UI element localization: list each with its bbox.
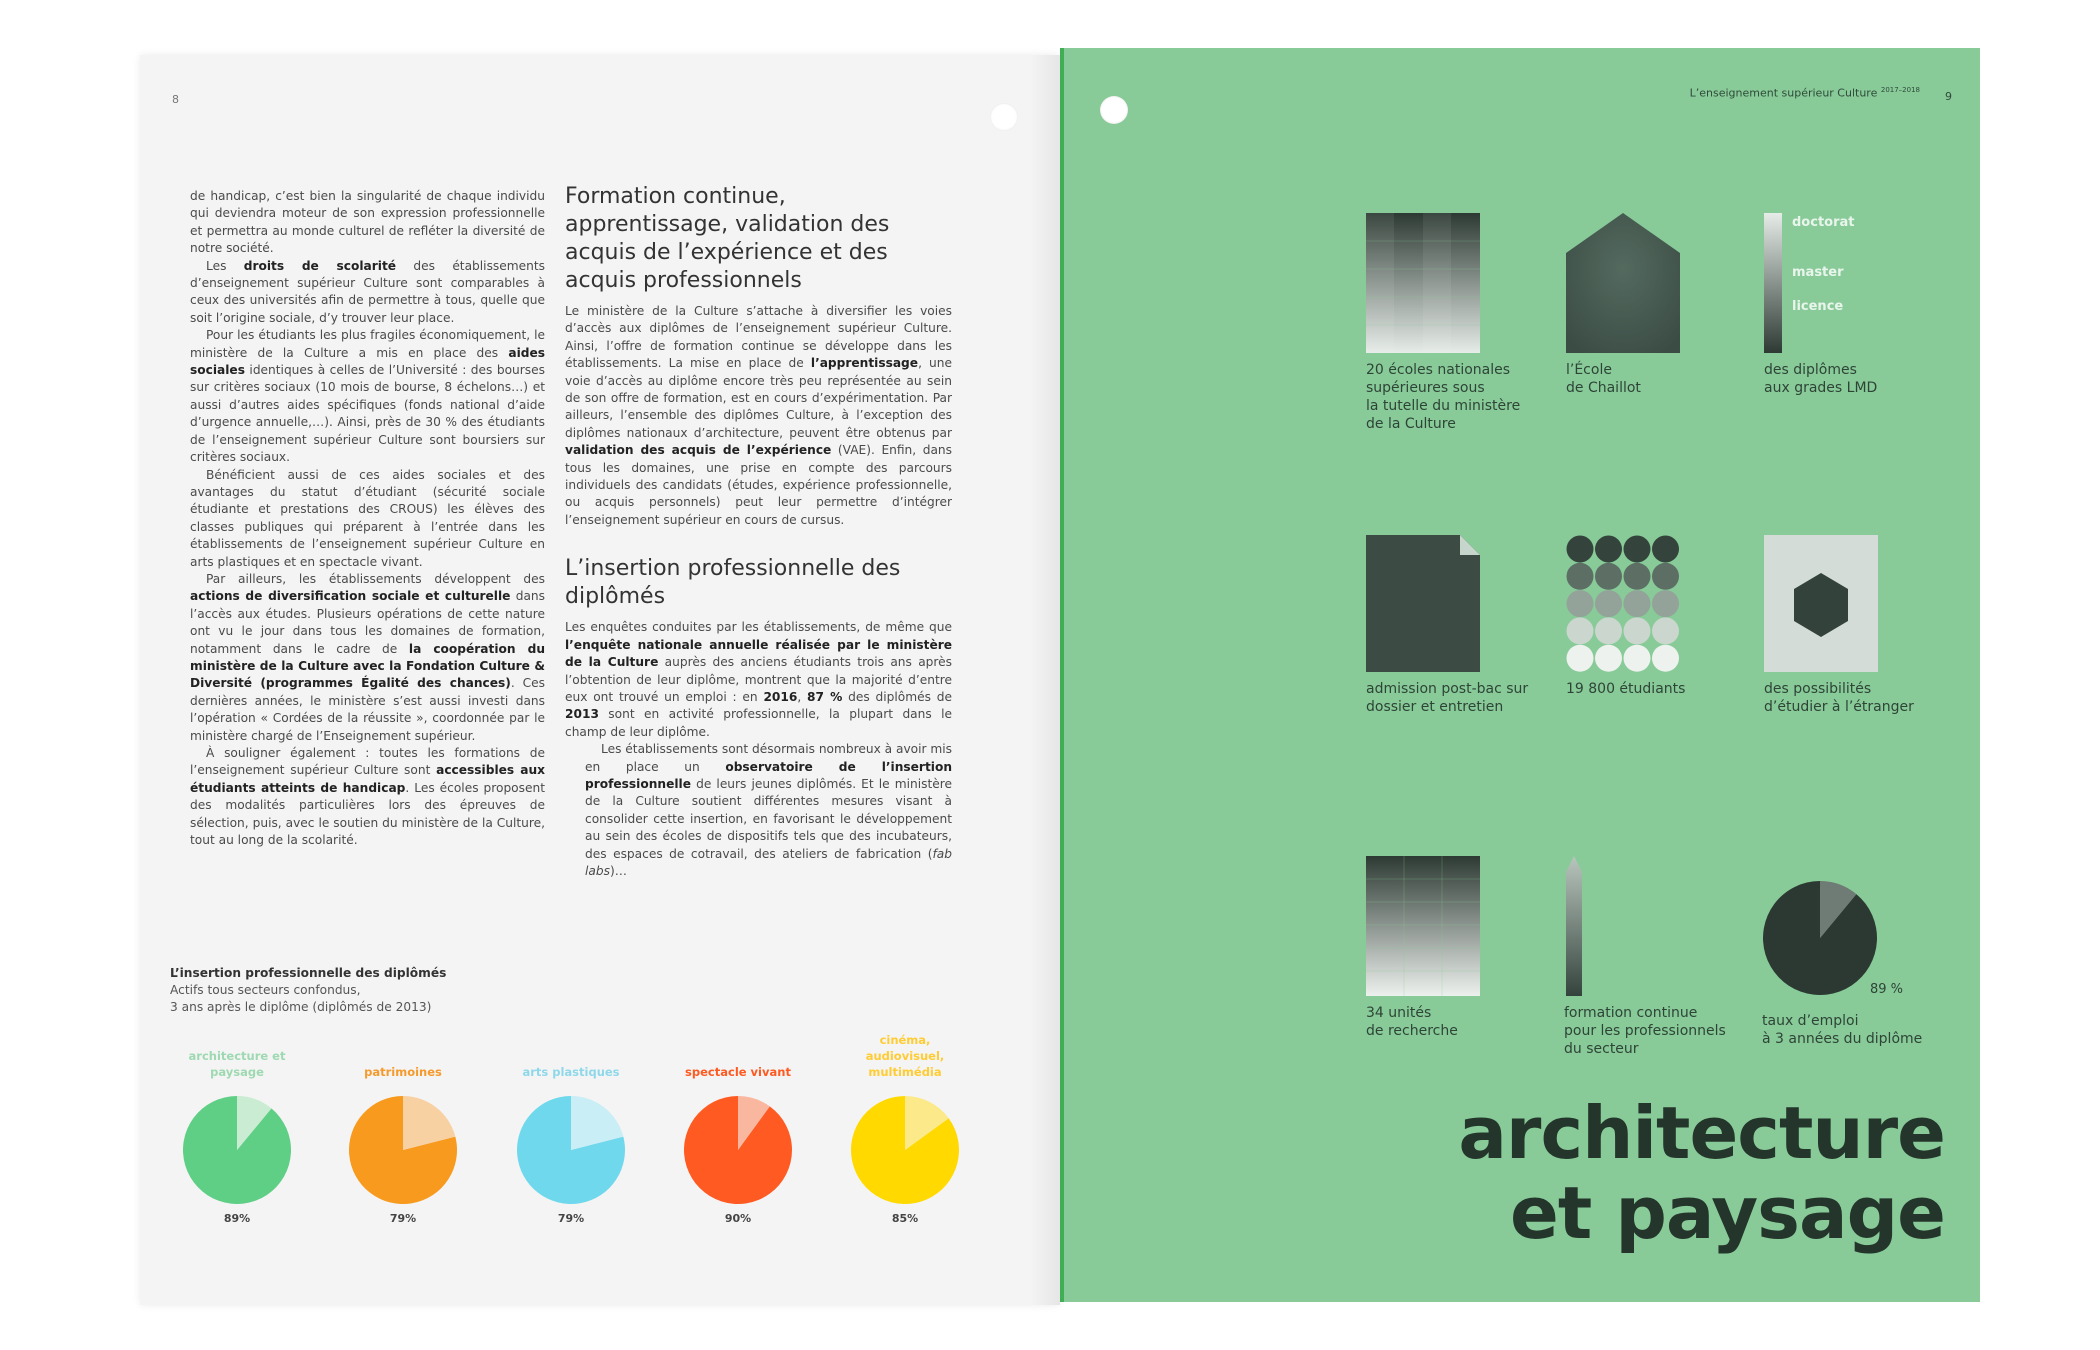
pie-series-label bbox=[172, 1030, 302, 1080]
pie-series-label bbox=[506, 1030, 636, 1080]
body-paragraph bbox=[190, 571, 545, 745]
student-circle bbox=[1595, 536, 1622, 563]
text-run: actions de diversification sociale et culturelle bbox=[190, 589, 511, 604]
text-run: 2016 bbox=[763, 689, 798, 704]
chart-title: L’insertion professionnelle des diplômés bbox=[170, 966, 447, 980]
text-run: l’apprentissage bbox=[810, 356, 919, 371]
house-icon bbox=[1566, 213, 1680, 353]
pie-chart bbox=[347, 1094, 459, 1206]
body-paragraph bbox=[190, 188, 545, 258]
pie-chart bbox=[515, 1094, 627, 1206]
pie-value-label: 79% bbox=[557, 1212, 585, 1225]
student-circle bbox=[1595, 645, 1622, 672]
pencil-icon bbox=[1564, 856, 1584, 996]
pie-chart-item bbox=[506, 1030, 636, 1225]
text-run: . Ces dernières années, le ministère s’est aussi investi dans l’opération « Cordées de la réussite », coordonnée par le ministère chargé de l’Enseignement supérieur. bbox=[190, 676, 545, 743]
pie-chart-item bbox=[840, 1030, 970, 1225]
pie-chart-item bbox=[673, 1030, 803, 1225]
student-circle bbox=[1567, 645, 1594, 672]
text-run: aides sociales bbox=[190, 345, 545, 378]
info-chaillot bbox=[1566, 213, 1736, 397]
text-run: accessibles aux étudiants atteints de handicap bbox=[190, 763, 546, 795]
running-head-years: 2017–2018 bbox=[1880, 86, 1920, 94]
text-run: Les bbox=[206, 258, 244, 273]
student-circle bbox=[1567, 536, 1594, 563]
student-circle bbox=[1567, 617, 1594, 644]
student-circle bbox=[1624, 645, 1651, 672]
info-caption: 20 écoles nationales supérieures sous la tutelle du ministère de la Culture bbox=[1366, 362, 1521, 432]
employment-pie-icon bbox=[1762, 880, 1878, 996]
pie-series-label bbox=[673, 1030, 803, 1080]
student-circle bbox=[1652, 645, 1679, 672]
info-caption: des diplômes aux grades LMD bbox=[1764, 362, 1878, 396]
text-run: identiques à celles de l’Université : des bourses sur critères sociaux (10 mois de bourse, 8 échelons…) et aussi d’autres aides spécifiques (fonds national d’aide d’urgence annuelle,…). Ainsi, près de 30 % des étudiants de l’enseignement supérieur Culture sont boursiers sur critères sociaux. bbox=[190, 363, 545, 465]
pie-value-label: 79% bbox=[389, 1212, 417, 1225]
text-run: observatoire de l’insertion professionnelle bbox=[585, 759, 952, 791]
info-employment bbox=[1762, 880, 1932, 1048]
series-name: arts plastiques bbox=[522, 1065, 620, 1079]
info-caption: des possibilités d’étudier à l’étranger bbox=[1764, 681, 1914, 715]
pie-chart-item bbox=[172, 1030, 302, 1225]
degree-bar-icon bbox=[1764, 213, 1782, 353]
text-run: , une voie d’accès au diplôme encore très peu représentée au sein de son offre de formation, est en cours d’expérimentation. Par ailleurs, l’ensemble des diplômes Culture, à l’exception des diplômes nationaux d’architecture, peuvent être obtenus par bbox=[565, 356, 953, 440]
text-run: À souligner également : toutes les formations de l’enseignement supérieur Culture sont bbox=[190, 746, 545, 778]
circles-grid-icon bbox=[1566, 535, 1680, 672]
student-circle bbox=[1652, 563, 1679, 590]
text-run: la coopération du ministère de la Culture avec la Fondation Culture & Diversité (programmes Égalité des chances) bbox=[190, 641, 545, 691]
page-number: 8 bbox=[172, 93, 179, 106]
running-head-title: L’enseignement supérieur Culture bbox=[1689, 86, 1878, 100]
section-heading: L’insertion professionnelle des diplômés bbox=[565, 556, 901, 610]
section-heading: Formation continue, apprentissage, validation des acquis de l’expérience et des acquis professionnels bbox=[565, 184, 890, 293]
degree-label-licence: licence bbox=[1792, 299, 1844, 314]
student-circle bbox=[1652, 590, 1679, 617]
student-circle bbox=[1652, 536, 1679, 563]
student-circle bbox=[1624, 536, 1651, 563]
student-circle bbox=[1567, 590, 1594, 617]
student-circle bbox=[1652, 617, 1679, 644]
info-degrees bbox=[1764, 213, 1934, 397]
text-run: Les établissements sont désormais nombreux à avoir mis en place un bbox=[585, 742, 953, 774]
student-circle bbox=[1567, 563, 1594, 590]
text-column-1 bbox=[190, 188, 545, 849]
student-circle bbox=[1624, 617, 1651, 644]
section-body bbox=[565, 303, 952, 529]
page-title bbox=[1458, 1093, 1945, 1253]
text-run: . Les écoles proposent des modalités particulières lors des épreuves de sélection, puis, avec le soutien du ministère de la Culture, tout au long de la scolarité. bbox=[190, 780, 545, 848]
pie-chart bbox=[181, 1094, 293, 1206]
info-schools bbox=[1366, 213, 1536, 433]
degree-label-master: master bbox=[1792, 265, 1844, 280]
info-students bbox=[1566, 535, 1736, 698]
body-paragraph bbox=[190, 258, 545, 328]
chart-subtitle: 3 ans après le diplôme (diplômés de 2013) bbox=[170, 1000, 432, 1014]
body-paragraph bbox=[190, 745, 545, 849]
info-continuing-education bbox=[1564, 856, 1734, 1058]
text-run: (VAE). Enfin, dans tous les domaines, une prise en compte des parcours individuels des candidats (études, expérience professionnelle, ou acquis personnels) peut leur permettre d’intégrer l’enseignement supérieur en cours de cursus. bbox=[565, 443, 952, 527]
text-run: Les enquêtes conduites par les établissements, de même que bbox=[565, 620, 952, 635]
running-head bbox=[1690, 86, 1920, 100]
text-run: des établissements d’enseignement supérieur Culture sont comparables à ceux des universités afin de permettre à tous, quelle que soit l’origine sociale, d’y trouver leur place. bbox=[190, 258, 545, 325]
text-run: droits de scolarité bbox=[243, 258, 397, 273]
text-run: l’enquête nationale annuelle réalisée par le ministère de la Culture bbox=[565, 637, 952, 670]
series-name: cinéma, audiovisuel, multimédia bbox=[865, 1033, 945, 1079]
student-circle bbox=[1624, 563, 1651, 590]
student-circle bbox=[1595, 617, 1622, 644]
text-run: de handicap, c’est bien la singularité de chaque individu qui deviendra moteur de son expression professionnelle et permettra au monde culturel de refléter la diversité de notre société. bbox=[190, 189, 545, 256]
page-number: 9 bbox=[1945, 90, 1952, 103]
text-run: de leurs jeunes diplômés. Et le ministère de la Culture soutient différentes mesures visant à consolider cette insertion, en favorisant le développement au sein des écoles de dispositifs tels que des incubateurs, des espaces de cotravail, des ateliers de fabrication ( bbox=[585, 776, 952, 861]
chart-subtitle: Actifs tous secteurs confondus, bbox=[170, 983, 361, 997]
body-paragraph bbox=[190, 467, 545, 571]
text-run: auprès des anciens étudiants trois ans après l’obtention de leur diplôme, montrent que la majorité d’entre eux ont trouvé un emploi : en bbox=[565, 655, 952, 704]
pie-value-label: 85% bbox=[891, 1212, 919, 1225]
text-run: Pour les étudiants les plus fragiles économiquement, le ministère de la Culture a mis en place des bbox=[190, 328, 545, 360]
info-caption: 19 800 étudiants bbox=[1566, 681, 1686, 697]
text-run: )… bbox=[609, 863, 627, 878]
pie-value-label: 90% bbox=[724, 1212, 752, 1225]
hexagon-icon bbox=[1764, 535, 1878, 672]
spine bbox=[1060, 48, 1064, 1302]
pie-chart bbox=[682, 1094, 794, 1206]
info-caption: l’École de Chaillot bbox=[1566, 362, 1641, 396]
info-caption: admission post-bac sur dossier et entretien bbox=[1366, 681, 1529, 715]
body-paragraph bbox=[190, 327, 545, 466]
text-run: , bbox=[797, 689, 808, 704]
info-research bbox=[1366, 856, 1536, 1040]
student-circle bbox=[1624, 590, 1651, 617]
pie-chart bbox=[849, 1094, 961, 1206]
student-circle bbox=[1595, 563, 1622, 590]
text-run: 2013 bbox=[565, 707, 599, 722]
series-name: architecture et paysage bbox=[188, 1049, 286, 1079]
pie-chart-item bbox=[338, 1030, 468, 1225]
grid-squares-icon bbox=[1366, 213, 1480, 353]
body-paragraph bbox=[565, 619, 952, 741]
info-caption: formation continue pour les professionnels du secteur bbox=[1564, 1005, 1726, 1057]
pie-value-label: 89% bbox=[223, 1212, 251, 1225]
punch-hole bbox=[1100, 96, 1128, 124]
info-caption: 34 unités de recherche bbox=[1366, 1005, 1458, 1039]
text-run: des diplômés de bbox=[842, 689, 952, 704]
left-page bbox=[140, 55, 1060, 1305]
text-run: fab labs bbox=[585, 846, 952, 878]
document-icon bbox=[1366, 535, 1480, 672]
info-abroad bbox=[1764, 535, 1934, 716]
text-run: sont en activité professionnelle, la plupart dans le champ de leur diplôme. bbox=[565, 707, 952, 739]
text-column-2 bbox=[565, 183, 952, 880]
right-page bbox=[1060, 48, 1980, 1302]
punch-hole bbox=[990, 103, 1018, 131]
gutter-shadow bbox=[1030, 55, 1060, 1305]
section-body bbox=[565, 619, 952, 880]
body-paragraph bbox=[585, 741, 952, 880]
pie-series-label bbox=[338, 1030, 468, 1080]
text-run: Bénéficient aussi de ces aides sociales et des avantages du statut d’étudiant (sécurité sociale étudiante et prestations des CROUS) les élèves des classes publiques qui préparent à l’entrée dans les établissements de l’enseignement supérieur Culture en arts plastiques et en spectacle vivant. bbox=[190, 467, 545, 569]
employment-rate-label: 89 % bbox=[1870, 982, 1904, 997]
text-run: Le ministère de la Culture s’attache à diversifier les voies d’accès aux diplômes de l’enseignement supérieur Culture. Ainsi, l’offre de formation continue se développe dans les établissements. La mise en place de bbox=[565, 304, 952, 371]
info-admission bbox=[1366, 535, 1536, 716]
student-circle bbox=[1595, 590, 1622, 617]
chart-caption bbox=[170, 965, 446, 1016]
text-run: validation des acquis de l’expérience bbox=[565, 443, 832, 458]
degree-label-doctorat: doctorat bbox=[1792, 215, 1855, 230]
pie-series-label bbox=[840, 1030, 970, 1080]
body-paragraph bbox=[565, 303, 952, 529]
info-caption: taux d’emploi à 3 années du diplôme bbox=[1762, 1013, 1923, 1047]
series-name: patrimoines bbox=[364, 1065, 442, 1079]
text-run: Par ailleurs, les établissements développent des bbox=[206, 571, 545, 586]
page-title-line-1: architecture bbox=[1458, 1091, 1945, 1175]
page-title-line-2: et paysage bbox=[1510, 1171, 1945, 1255]
series-name: spectacle vivant bbox=[685, 1065, 791, 1079]
text-run: 87 % bbox=[807, 689, 843, 704]
research-grid-icon bbox=[1366, 856, 1480, 996]
text-run: dans l’accès aux études. Plusieurs opérations de cette nature ont vu le jour dans tous les domaines de formation, notamment dans le cadre de bbox=[190, 589, 545, 656]
